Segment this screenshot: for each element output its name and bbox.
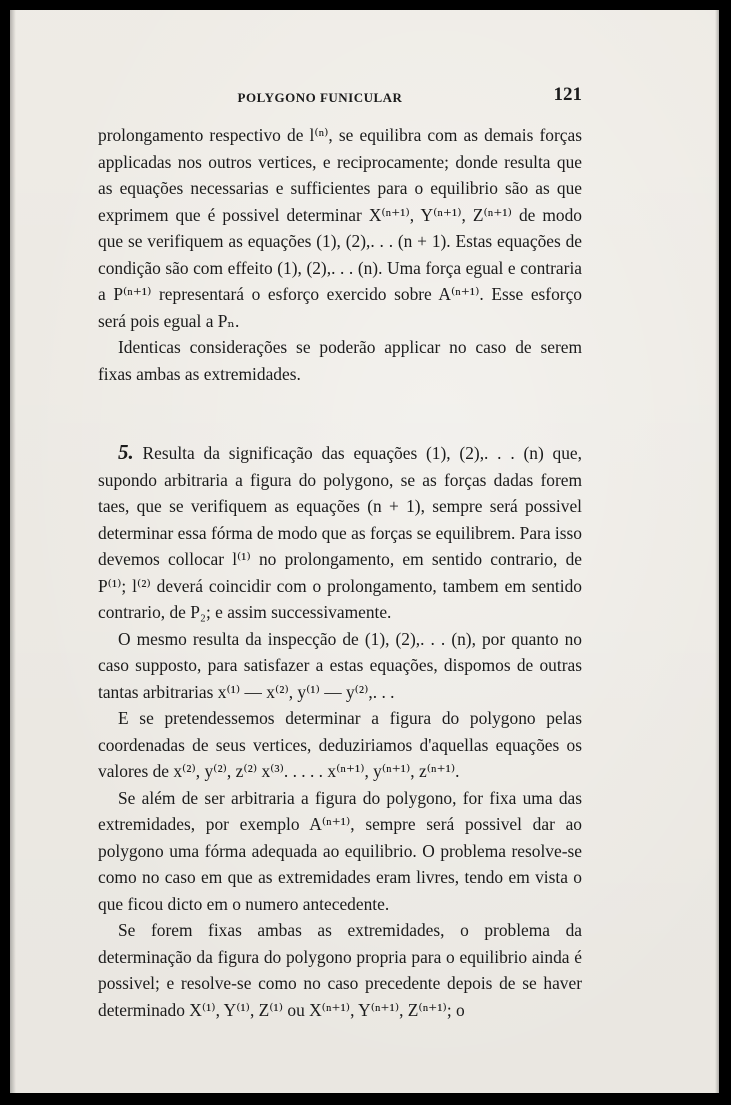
paragraph: Se forem fixas ambas as extremidades, o problema da determinação da figura do polygono propria para o equilibrio ainda é possivel; e resolve-se como no caso precedente depois de se haver determinado X⁽¹⁾, Y⁽¹⁾, Z⁽¹⁾ ou X⁽ⁿ⁺¹⁾, Y⁽ⁿ⁺¹⁾, Z⁽ⁿ⁺¹⁾; o xyxy=(98,920,582,1020)
paragraph: Se além de ser arbitraria a figura do polygono, for fixa uma das extremidades, por exemplo A⁽ⁿ⁺¹⁾, sempre será possivel dar ao polygono uma fórma adequada ao equilibrio. O problema resolve-se como no caso em que as extremidades eram livres, tendo em vista o que ficou dicto em o numero antecedente. xyxy=(98,787,582,914)
page-header xyxy=(98,84,582,118)
section-number: 5. xyxy=(118,440,134,464)
page-edge-shadow-right xyxy=(715,10,719,1093)
section-5-text: Resulta da significação das equações (1), (2),. . . (n) que, supondo arbitraria a figura do polygono, se as forças dadas forem taes, que se verifiquem as equações (n + 1), sempre será possivel determinar essa fórma de modo que as forças se equilibrem. Para isso devemos collocar l⁽¹⁾ no prolongamento, em sentido contrario, de P⁽¹⁾; l⁽²⁾ deverá coincidir com o prolongamento, tambem em sentido contrario, de P₂; e assim successivamente. xyxy=(98,443,582,622)
section-5-paragraph xyxy=(98,439,582,626)
page-edge-shadow-left xyxy=(10,10,16,1093)
section-spacer xyxy=(98,387,582,439)
paragraph: O mesmo resulta da inspecção de (1), (2),. . . (n), por quanto no caso supposto, para satisfazer a estas equações, dispomos de outras tantas arbitrarias x⁽¹⁾ — x⁽²⁾, y⁽¹⁾ — y⁽²⁾,. . . xyxy=(98,628,582,702)
paragraph: E se pretendessemos determinar a figura do polygono pelas coordenadas de seus vertices, deduziriamos d'aquellas equações os valores de x⁽²⁾, y⁽²⁾, z⁽²⁾ x⁽³⁾. . . . . x⁽ⁿ⁺¹⁾, y⁽ⁿ⁺¹⁾, z⁽ⁿ⁺¹⁾. xyxy=(98,708,582,781)
running-head: POLYGONO FUNICULAR xyxy=(237,90,403,105)
paragraph: Identicas considerações se poderão applicar no caso de serem fixas ambas as extremidades. xyxy=(98,337,582,384)
book-page xyxy=(10,10,719,1093)
text-block xyxy=(98,84,582,1023)
paragraph: prolongamento respectivo de l⁽ⁿ⁾, se equilibra com as demais forças applicadas nos outros vertices, e reciprocamente; donde resulta que as equações necessarias e sufficientes para o equilibrio são as que exprimem que é possivel determinar X⁽ⁿ⁺¹⁾, Y⁽ⁿ⁺¹⁾, Z⁽ⁿ⁺¹⁾ de modo que se verifiquem as equações (1), (2),. . . (n + 1). Estas equações de condição são com effeito (1), (2),. . . (n). Uma força egual e contraria a P⁽ⁿ⁺¹⁾ representará o esforço exercido sobre A⁽ⁿ⁺¹⁾. Esse esforço será pois egual a Pₙ. xyxy=(98,125,582,331)
page-number: 121 xyxy=(553,84,582,105)
